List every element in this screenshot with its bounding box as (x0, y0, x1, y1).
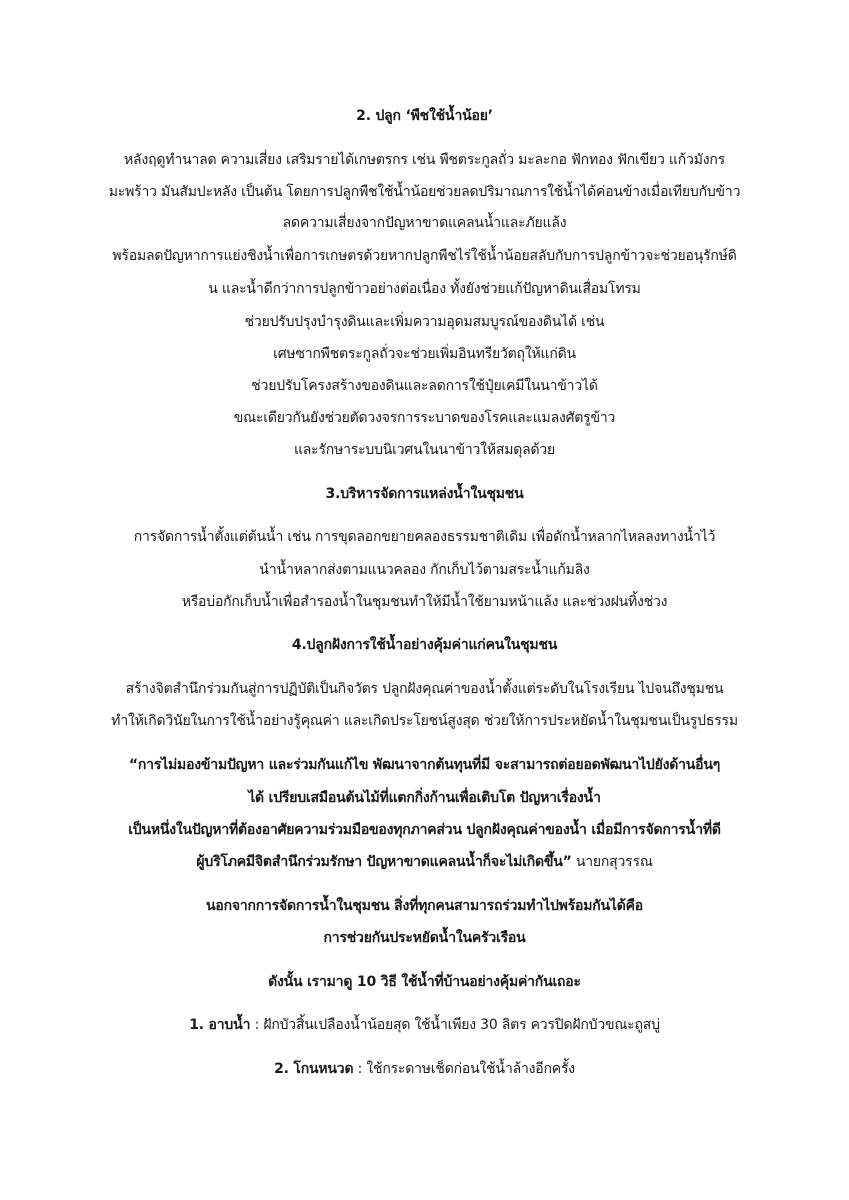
section-3-line: การจัดการน้ำตั้งแต่ต้นน้ำ เช่น การขุดลอกขยายคลองธรรมชาติเดิม เพื่อดักน้ำหลากไหลลงทางน้ำไว้ (133, 529, 716, 545)
section-3-line: หรือบ่อกักเก็บน้ำเพื่อสำรองน้ำในชุมชนทำให้มีน้ำใช้ยามหน้าแล้ง และช่วงฝนทิ้งช่วง (181, 594, 668, 610)
closing-line: นอกจากการจัดการน้ำในชุมชน สิ่งที่ทุกคนสามารถร่วมทำไปพร้อมกันได้คือ (205, 898, 644, 914)
tip-item (70, 1015, 779, 1035)
section-2-line: น และน้ำดีกว่าการปลูกข้าวอย่างต่อเนื่อง ทั้งยังช่วยแก้ปัญหาดินเสื่อมโทรม (208, 281, 641, 297)
tip-title: 1. อาบน้ำ (189, 1017, 251, 1033)
section-2-line: และรักษาระบบนิเวศนในนาข้าวให้สมดุลด้วย (293, 442, 556, 458)
quote-line: เป็นหนึ่งในปัญหาที่ต้องอาศัยความร่วมมือของทุกภาคส่วน ปลูกฝังคุณค่าของน้ำ เมื่อมีการจัดการน้ำที่ดี (128, 822, 721, 838)
section-2-line: ลดความเสี่ยงจากปัญหาขาดแคลนน้ำและภัยแล้ง (282, 215, 567, 231)
section-2-heading: 2. ปลูก ‘พืชใช้น้ำน้อย’ (356, 108, 493, 124)
section-3-heading: 3.บริหารจัดการแหล่งน้ำในชุมชน (325, 486, 524, 502)
tips-heading: ดังนั้น เรามาดู 10 วิธี ใช้น้ำที่บ้านอย่างคุ้มค่ากันเถอะ (268, 974, 581, 990)
section-4-line: ทำให้เกิดวินัยในการใช้น้ำอย่างรู้คุณค่า และเกิดประโยชน์สูงสุด ช่วยให้การประหยัดน้ำในชุมชนเป็นรูปธรรม (111, 713, 738, 729)
quote-line: ได้ เปรียบเสมือนต้นไม้ที่แตกกิ่งก้านเพื่อเติบโต ปัญหาเรื่องน้ำ (248, 790, 601, 806)
section-4-heading: 4.ปลูกฝังการใช้น้ำอย่างคุ้มค่าแก่คนในชุมชน (291, 637, 558, 653)
tip-text: : ใช้กระดาษเช็ดก่อนใช้น้ำล้างอีกครั้ง (353, 1061, 575, 1077)
section-2-line: ช่วยปรับโครงสร้างของดินและลดการใช้ปุ๋ยเคมีในนาข้าวได้ (251, 378, 598, 394)
tip-item (70, 1059, 779, 1079)
quote-attribution: นายกสุวรรณ (571, 854, 653, 870)
section-2-line: เศษซากพืชตระกูลถั่วจะช่วยเพิ่มอินทรียวัตถุให้แก่ดิน (273, 346, 576, 362)
quote-line: ผู้บริโภคมีจิตสำนึกร่วมรักษา ปัญหาขาดแคลนน้ำก็จะไม่เกิดขึ้น” (196, 854, 572, 870)
section-4-line: สร้างจิตสำนึกร่วมกันสู่การปฏิบัติเป็นกิจวัตร ปลูกฝังคุณค่าของน้ำตั้งแต่ระดับในโรงเรียน ไปจนถึงชุมชน (125, 681, 724, 697)
quote-last-line (70, 852, 779, 872)
tip-title: 2. โกนหนวด (274, 1061, 354, 1077)
section-2-line: ช่วยปรับปรุงบำรุงดินและเพิ่มความอุดมสมบูรณ์ของดินได้ เช่น (244, 314, 605, 330)
section-2-line: พร้อมลดปัญหาการแย่งชิงน้ำเพื่อการเกษตรด้วยหากปลูกพืชไร่ใช้น้ำน้อยสลับกับการปลูกข้าวจะช่วยอนุรักษ์ดิ (112, 248, 737, 264)
section-2-line: หลังฤดูทำนาลด ความเสี่ยง เสริมรายได้เกษตรกร เช่น พืชตระกูลถั่ว มะละกอ ฟักทอง ฟักเขียว แก้วมังกร (124, 152, 725, 168)
section-3-line: นำน้ำหลากส่งตามแนวคลอง กักเก็บไว้ตามสระน้ำแก้มลิง (259, 562, 590, 578)
closing-line: การช่วยกันประหยัดน้ำในครัวเรือน (323, 930, 526, 946)
section-2-line: มะพร้าว มันสัมปะหลัง เป็นต้น โดยการปลูกพืชใช้น้ำน้อยช่วยลดปริมาณการใช้น้ำได้ค่อนข้างเมื่อเทียบกับข้าว (108, 184, 741, 200)
section-2-line: ขณะเดียวกันยังช่วยตัดวงจรการระบาดของโรคและแมลงศัตรูข้าว (233, 410, 616, 426)
tip-text: : ฝักบัวสิ้นเปลืองน้ำน้อยสุด ใช้น้ำเพียง 30 ลิตร ควรปิดฝักบัวขณะถูสบู่ (250, 1017, 660, 1033)
quote-line: “การไม่มองข้ามปัญหา และร่วมกันแก้ไข พัฒนาจากต้นทุนที่มี จะสามารถต่อยอดพัฒนาไปยังด้านอื่นๆ (128, 757, 721, 773)
